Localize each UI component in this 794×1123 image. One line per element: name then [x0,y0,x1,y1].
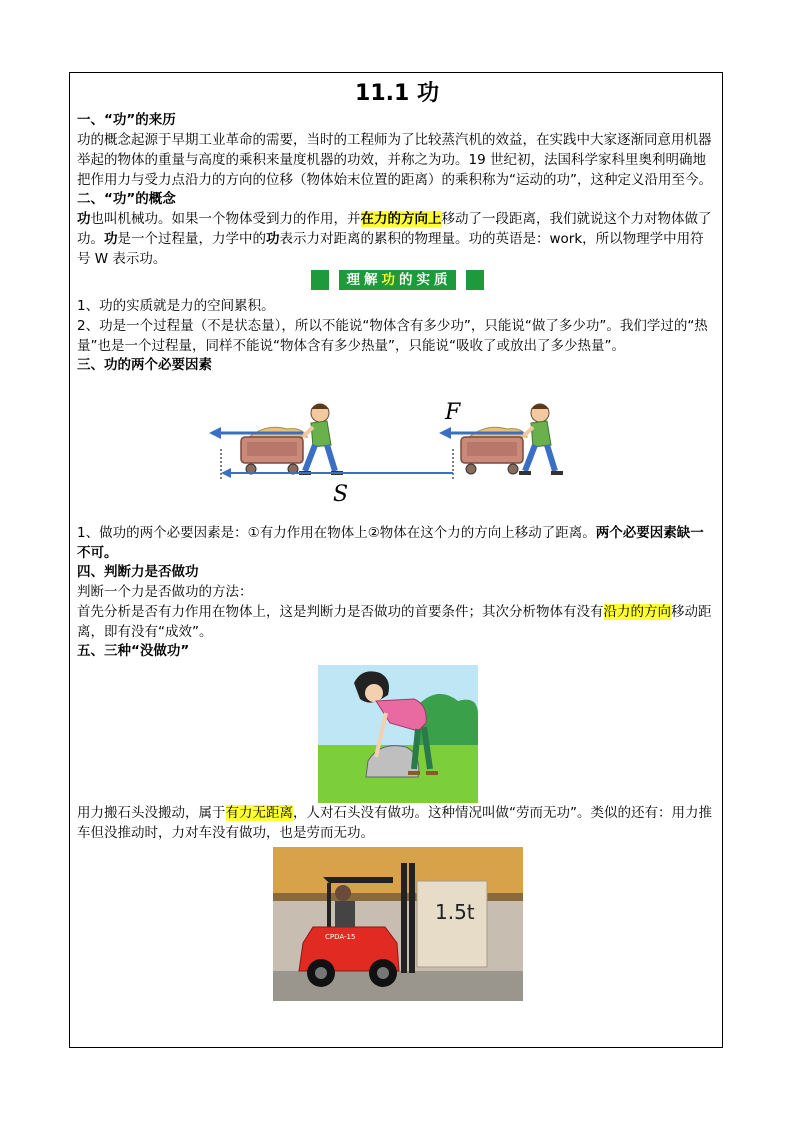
push-cart-figure [77,375,717,523]
bold-conclusion: 两个必要因素缺一不可。 [77,525,704,561]
banner-left-block [311,270,329,290]
term-gong: 功 [266,231,280,247]
force-label: F [445,400,461,425]
girl-lifting-stone-illustration [318,665,478,803]
text-run: 表示力对距离的累积的物理量。功的英语是：work，所以物理学中用符号 W 表示功。 [77,231,704,267]
section-4-paragraph [77,602,717,642]
banner-key-word: 功 [381,272,399,288]
term-gong: 功 [77,211,91,227]
page-frame [69,72,723,1048]
left-boy [299,404,343,473]
section-1-paragraph: 功的概念起源于早期工业革命的需要，当时的工程师为了比较蒸汽机的效益，在实践中大家逐渐同意用机器举起的物体的重量与高度的乘积来量度机器的功效，并称之为功。19 世纪初，法国科学家科里奥利明确地把作用力与受力点沿力的方向的位移（物体始末位置的距离）的乘积称为“运动的功”，这种定义沿用至今。 [77,132,712,188]
section-heading-2: 二、“功”的概念 [77,191,176,207]
highlight-force-no-distance: 有力无距离 [225,805,293,821]
text-run: ，人对石头没有做功。这种情况叫做“劳而无功”。类似的还有：用力推车但没推动时，力对车没有做功，也是劳而无功。 [77,805,712,841]
section-2-paragraph [77,209,717,269]
text-run: 1、做功的两个必要因素是：①有力作用在物体上②物体在这个力的方向上移动了距离。 [77,525,596,541]
text-run: 移动了一段距离，我们就说这个力对物体做了功。 [77,211,712,247]
girl-stone-figure [77,665,717,803]
highlight-force-direction: 在力的方向上 [360,211,442,227]
forklift-figure [77,847,717,1007]
push-cart-illustration [207,375,587,523]
page-title: 11.1 功 [355,81,439,106]
section-heading-5: 五、三种“没做功” [77,643,190,659]
box-label: 1.5t [435,900,475,924]
right-boy [519,404,563,473]
section-5-paragraph [77,803,717,843]
displacement-label: S [333,482,349,507]
banner-text: 理解功的实质 [339,270,456,290]
forklift-photo [273,847,523,1001]
banner-row [77,270,717,294]
forklift-model: CPDA-15 [325,933,356,941]
essence-item-2: 2、功是一个过程量（不是状态量），所以不能说“物体含有多少功”，只能说“做了多少功”。我们学过的“热量”也是一个过程量，同样不能说“物体含有多少热量”，只能说“吸收了或放出了多少热量”。 [77,318,708,354]
document-body [77,79,717,1007]
text-run: 是一个过程量，力学中的 [117,231,266,247]
text-run: 移动距离，即有没有“成效”。 [77,604,712,640]
section-heading-1: 一、“功”的来历 [77,112,176,128]
cargo-box [417,881,487,967]
section-heading-3: 三、功的两个必要因素 [77,357,212,373]
text-run: 首先分析是否有力作用在物体上，这是判断力是否做功的首要条件；其次分析物体有没有 [77,604,604,620]
section-heading-4: 四、判断力是否做功 [77,564,199,580]
essence-item-1: 1、功的实质就是力的空间累积。 [77,298,275,314]
text-run: 也叫机械功。如果一个物体受到力的作用，并 [90,211,361,227]
highlight-along-force: 沿力的方向 [603,604,671,620]
section-4-line-1: 判断一个力是否做功的方法： [77,584,253,600]
section-3-paragraph [77,523,717,563]
understanding-banner [311,270,484,290]
text-run: 用力搬石头没搬动，属于 [77,805,226,821]
banner-right-block [466,270,484,290]
term-gong: 功 [104,231,118,247]
